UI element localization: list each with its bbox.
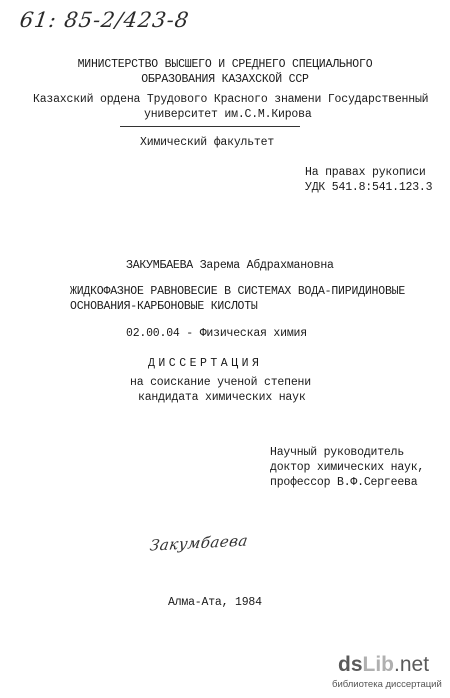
faculty: Химический факультет <box>140 136 275 149</box>
university-line-2: университет им.С.М.Кирова <box>144 108 312 121</box>
handwritten-signature: Закумбаева <box>148 531 250 555</box>
place-year: Алма-Ата, 1984 <box>168 596 262 609</box>
document-type: ДИССЕРТАЦИЯ <box>148 357 263 370</box>
watermark-lib: Lib <box>362 653 395 676</box>
ministry-line-2: ОБРАЗОВАНИЯ КАЗАХСКОЙ ССР <box>141 73 309 86</box>
udc-code: УДК 541.8:541.123.3 <box>305 181 433 194</box>
archive-code: 61: 85-2/423-8 <box>18 8 191 32</box>
watermark-logo <box>338 653 429 677</box>
ministry-line-1: МИНИСТЕРСТВО ВЫСШЕГО И СРЕДНЕГО СПЕЦИАЛЬНОГО <box>77 58 373 71</box>
supervisor-line-1: Научный руководитель <box>270 446 405 459</box>
degree-line-2: кандидата химических наук <box>138 391 306 404</box>
thesis-title-line-2: ОСНОВАНИЯ-КАРБОНОВЫЕ КИСЛОТЫ <box>70 300 258 313</box>
thesis-title-line-1: ЖИДКОФАЗНОЕ РАВНОВЕСИЕ В СИСТЕМАХ ВОДА-ПИРИДИНОВЫЕ <box>70 285 406 298</box>
watermark-net: .net <box>394 653 430 676</box>
author-name: ЗАКУМБАЕВА Зарема Абдрахмановна <box>126 259 334 272</box>
university-line-1: Казахский ордена Трудового Красного знамени Государственный <box>33 93 429 106</box>
supervisor-line-2: доктор химических наук, <box>270 461 425 474</box>
watermark-subtitle: библиотека диссертаций <box>332 679 442 690</box>
rights-note: На правах рукописи <box>305 166 426 179</box>
degree-line-1: на соискание ученой степени <box>130 376 311 389</box>
divider-rule <box>120 126 300 127</box>
watermark-ds: ds <box>338 653 363 676</box>
supervisor-line-3: профессор В.Ф.Сергеева <box>270 476 418 489</box>
specialty: 02.00.04 - Физическая химия <box>126 327 307 340</box>
